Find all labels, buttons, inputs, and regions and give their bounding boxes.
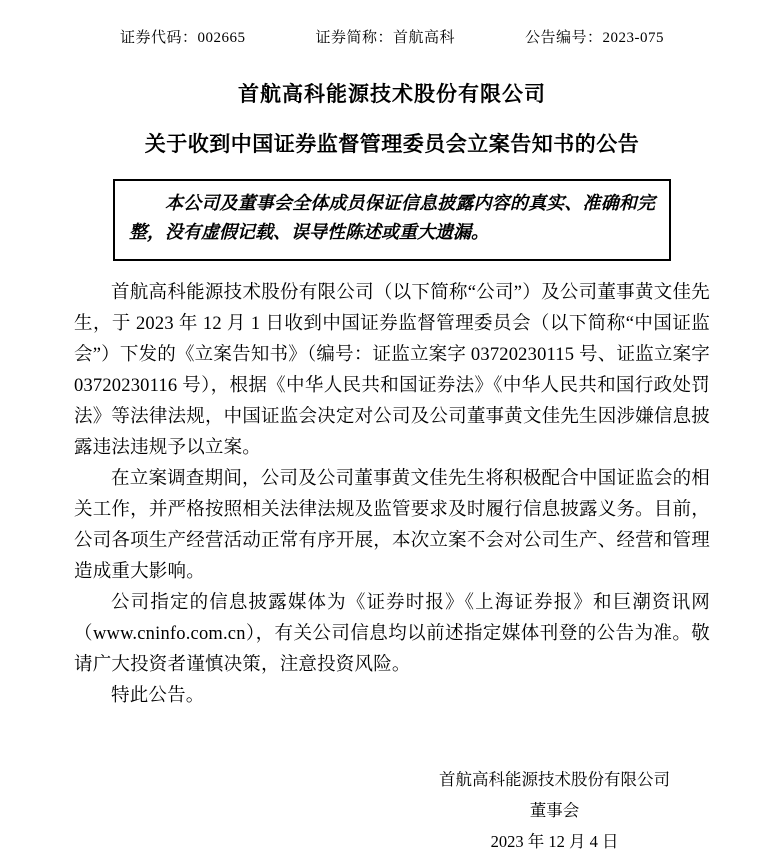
- declaration-text: 本公司及董事会全体成员保证信息披露内容的真实、准确和完整，没有虚假记载、误导性陈述或重大遗漏。: [129, 193, 655, 242]
- company-title: 首航高科能源技术股份有限公司: [238, 82, 546, 106]
- stock-code: 证券代码：002665: [120, 30, 246, 46]
- signature-board: 董事会: [529, 801, 580, 820]
- signature-date: 2023 年 12 月 4 日: [490, 832, 619, 851]
- body-text: [74, 278, 710, 712]
- body-paragraph: 在立案调查期间，公司及公司董事黄文佳先生将积极配合中国证监会的相关工作，并严格按照相关法律法规及监管要求及时履行信息披露义务。目前，公司各项生产经营活动正常有序开展，本次立案不会对公司生产、经营和管理造成重大影响。: [74, 469, 710, 582]
- declaration-box: [113, 179, 671, 261]
- signature-company: 首航高科能源技术股份有限公司: [439, 770, 670, 789]
- stock-name: 证券简称：首航高科: [315, 30, 456, 46]
- announcement-title: 关于收到中国证券监督管理委员会立案告知书的公告: [144, 132, 640, 156]
- announcement-number: 公告编号：2023-075: [525, 30, 664, 46]
- signature-block: [439, 764, 670, 857]
- body-paragraph: 首航高科能源技术股份有限公司（以下简称“公司”）及公司董事黄文佳先生，于 2023 年 12 月 1 日收到中国证券监督管理委员会（以下简称“中国证监会”）下发的《立案告知书》（编号：证监立案字 03720230115 号、证监立案字 03720230116 号），根据《中华人民共和国证券法》《中华人民共和国行政处罚法》等法律法规，中国证监会决定对公司及公司董事黄文佳先生因涉嫌信息披露违法违规予以立案。: [74, 283, 710, 458]
- document-header: [120, 26, 664, 47]
- body-paragraph: 公司指定的信息披露媒体为《证券时报》《上海证券报》和巨潮资讯网（www.cninfo.com.cn），有关公司信息均以前述指定媒体刊登的公告为准。敬请广大投资者谨慎决策，注意投资风险。: [74, 593, 710, 675]
- body-paragraph: 特此公告。: [111, 686, 205, 706]
